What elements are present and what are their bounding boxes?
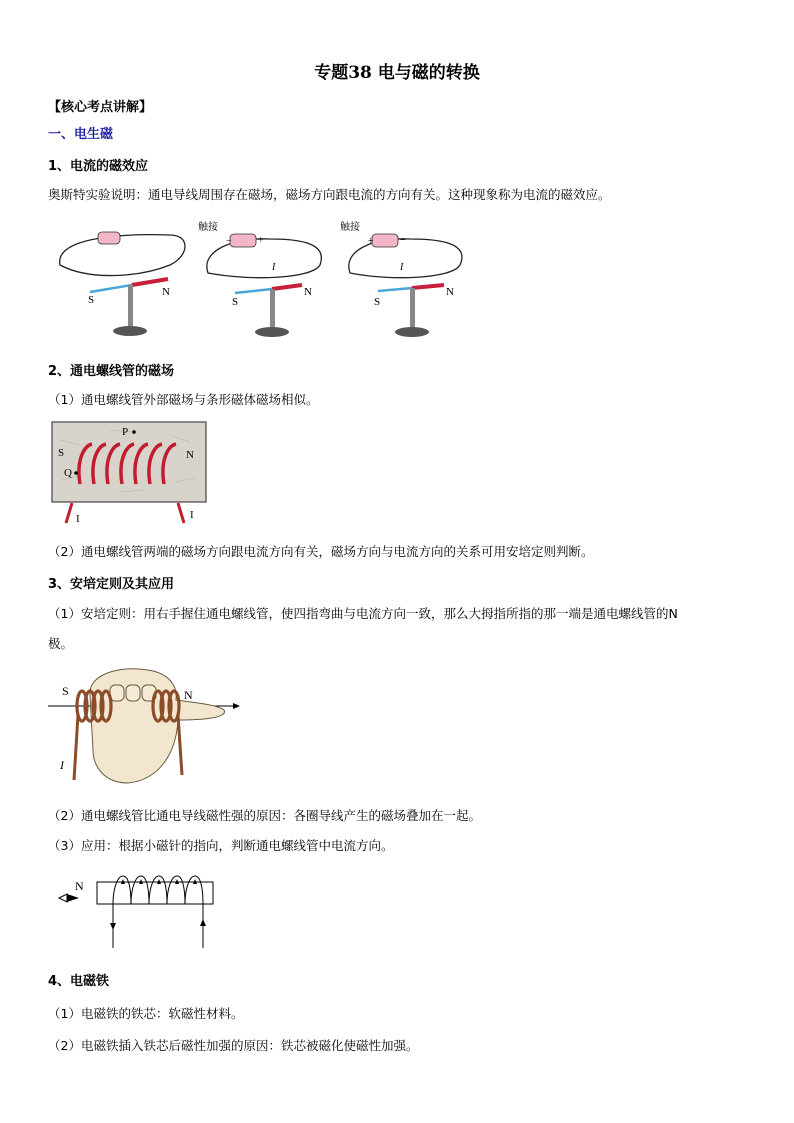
- fig2-touch-label: 触接: [198, 222, 218, 233]
- hand-s-label: S: [62, 684, 69, 698]
- fig2-s-label: S: [232, 296, 239, 308]
- fig1-s-label: S: [88, 294, 95, 306]
- needle-s-icon: [90, 285, 132, 292]
- fig3-s-label: S: [374, 296, 381, 308]
- hand-icon: [90, 669, 225, 783]
- topic-4-item-1: （1）电磁铁的铁芯：软磁性材料。: [48, 1006, 244, 1021]
- solenoid-photo-figure: [50, 420, 210, 530]
- hand-n-label: N: [184, 688, 193, 702]
- topic-heading-3: 3、安培定则及其应用: [48, 577, 175, 592]
- iron-filings-board: [52, 422, 206, 502]
- stand-icon: [270, 289, 275, 329]
- topic-3-item-1-line-2: 极。: [48, 636, 74, 651]
- current-out-label: I: [190, 509, 194, 521]
- topic-heading-2: 2、通电螺线管的磁场: [48, 364, 175, 379]
- battery-icon: [98, 232, 120, 244]
- right-hand-rule-figure: [48, 665, 243, 795]
- solenoid-schematic-figure: [55, 868, 225, 953]
- compass-needle-icon: [59, 894, 67, 902]
- topic-2-item-1: （1）通电螺线管外部磁场与条形磁体磁场相似。: [48, 392, 319, 407]
- fig2-minus-label: −: [226, 236, 232, 247]
- solenoid-s-label: S: [58, 447, 65, 459]
- topic-3-item-3: （3）应用：根据小磁针的指向，判断通电螺线管中电流方向。: [48, 838, 394, 853]
- battery-icon: [230, 234, 256, 247]
- oersted-panel-no-current: [60, 232, 185, 336]
- needle-n-icon: [272, 285, 302, 289]
- fig3-plus-label: +: [368, 236, 374, 247]
- current-in-label: I: [76, 513, 80, 525]
- oersted-panel-current-2: [340, 220, 462, 337]
- topic-heading-4: 4、电磁铁: [48, 974, 110, 989]
- fig3-touch-label: 触接: [340, 222, 360, 233]
- solenoid-n-label: N: [186, 449, 194, 461]
- coil-icon: [113, 876, 203, 904]
- fig3-n-label: N: [446, 286, 454, 298]
- point-q-label: Q: [64, 467, 72, 479]
- needle-s-icon: [235, 289, 272, 293]
- stand-icon: [128, 285, 133, 328]
- solenoid-core: [97, 882, 213, 904]
- fig3-current-label: I: [400, 262, 404, 273]
- point-p-label: P: [122, 426, 129, 438]
- schematic-n-label: N: [75, 879, 84, 893]
- section-label: 【核心考点讲解】: [48, 100, 153, 115]
- hand-current-label: I: [60, 758, 64, 772]
- fig2-plus-label: +: [258, 235, 264, 246]
- topic-1-text: 奥斯特实验说明：通电导线周围存在磁场，磁场方向跟电流的方向有关。这种现象称为电流的磁效应。: [48, 187, 611, 202]
- fig2-current-label: I: [272, 262, 276, 273]
- needle-s-icon: [378, 288, 412, 291]
- topic-4-item-2: （2）电磁铁插入铁芯后磁性加强的原因：铁芯被磁化使磁性加强。: [48, 1038, 419, 1053]
- topic-3-item-1-line-1: （1）安培定则：用右手握住通电螺线管，使四指弯曲与电流方向一致，那么大拇指所指的那一端是通电螺线管的N: [48, 606, 678, 621]
- oersted-experiment-figure: [50, 215, 490, 345]
- stand-icon: [410, 288, 415, 329]
- fig3-minus-label: −: [400, 235, 406, 246]
- battery-icon: [372, 234, 398, 247]
- fig1-n-label: N: [162, 286, 170, 298]
- page-title: 专题38 电与磁的转换: [314, 63, 480, 83]
- topic-heading-1: 1、电流的磁效应: [48, 159, 149, 174]
- needle-n-icon: [412, 285, 444, 288]
- fig2-n-label: N: [304, 286, 312, 298]
- compass-needle-n-icon: [67, 894, 79, 902]
- needle-n-icon: [132, 279, 168, 285]
- section-heading-1: 一、电生磁: [48, 127, 114, 142]
- topic-2-item-2: （2）通电螺线管两端的磁场方向跟电流方向有关，磁场方向与电流方向的关系可用安培定则判断。: [48, 544, 594, 559]
- oersted-panel-current-1: [198, 220, 321, 337]
- topic-3-item-2: （2）通电螺线管比通电导线磁性强的原因：各圈导线产生的磁场叠加在一起。: [48, 808, 481, 823]
